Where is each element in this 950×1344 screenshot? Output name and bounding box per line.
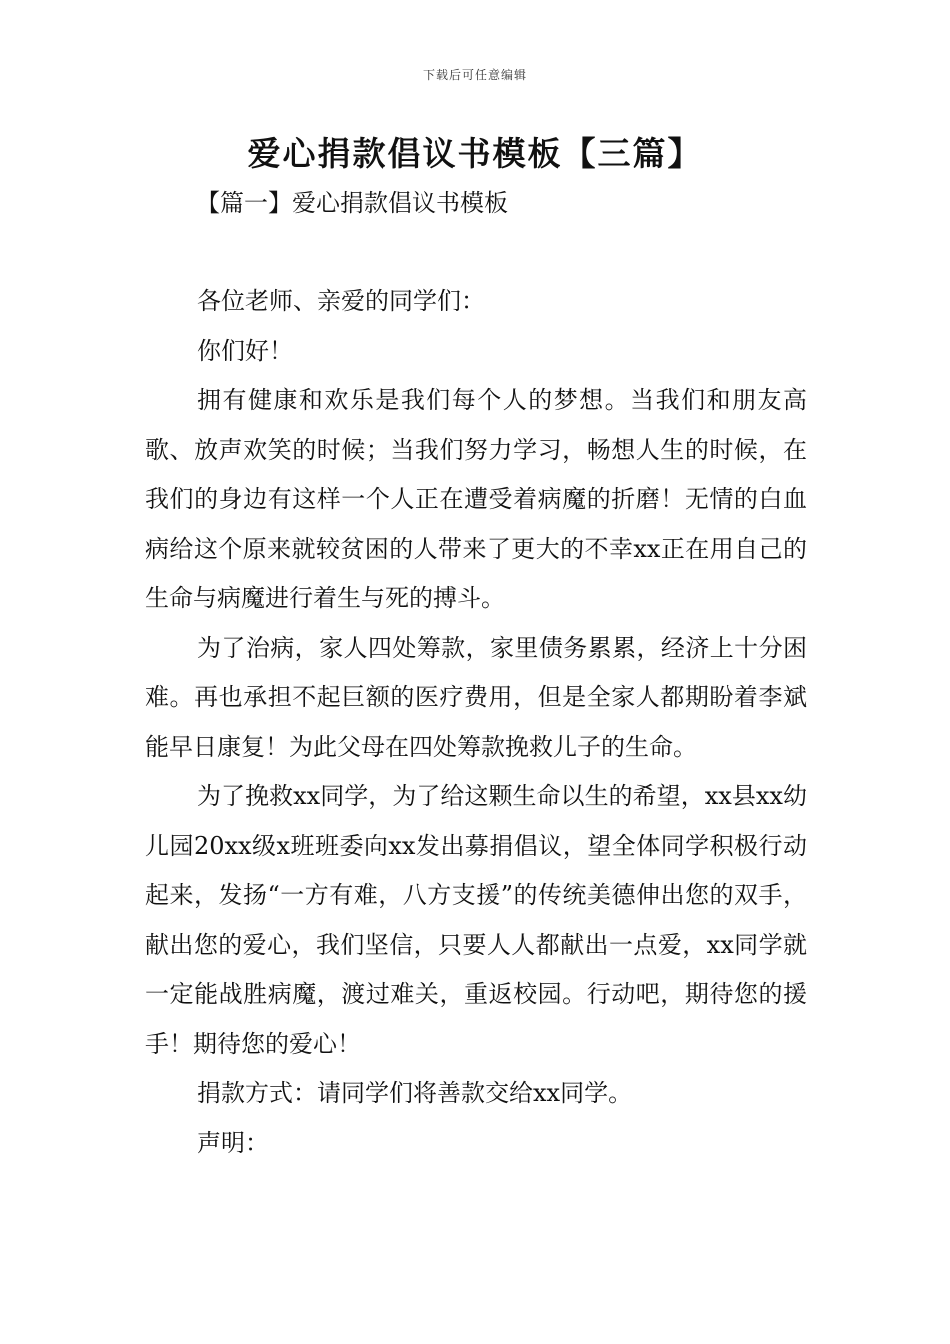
body-paragraph: 拥有健康和欢乐是我们每个人的梦想。当我们和朋友高歌、放声欢笑的时候；当我们努力学习，畅想人生的时候，在我们的身边有这样一个人正在遭受着病魔的折磨！无情的白血病给这个原来就较贫困的人带来了更大的不幸xx正在用自己的生命与病魔进行着生与死的搏斗。	[145, 386, 807, 612]
body-paragraph: 为了挽救xx同学，为了给这颗生命以生的希望，xx县xx幼儿园20xx级x班班委向xx发出募捐倡议，望全体同学积极行动起来，发扬“一方有难，八方支援”的传统美德伸出您的双手，献出您的爱心，我们坚信，只要人人都献出一点爱，xx同学就一定能战胜病魔，渡过难关，重返校园。行动吧，期待您的援手！期待您的爱心！	[145, 782, 807, 1058]
document-body	[145, 277, 807, 1168]
body-paragraph: 为了治病，家人四处筹款，家里债务累累，经济上十分困难。再也承担不起巨额的医疗费用，但是全家人都期盼着李斌能早日康复！为此父母在四处筹款挽救儿子的生命。	[145, 633, 807, 761]
greeting: 你们好！	[197, 336, 293, 365]
document-title: 爱心捐款倡议书模板【三篇】	[247, 134, 703, 173]
header-note: 下载后可任意编辑	[422, 68, 527, 82]
statement-heading: 声明：	[197, 1128, 269, 1157]
donation-method: 捐款方式：请同学们将善款交给xx同学。	[197, 1079, 633, 1107]
section-subtitle: 【篇一】爱心捐款倡议书模板	[196, 189, 508, 217]
salutation: 各位老师、亲爱的同学们：	[197, 287, 485, 315]
